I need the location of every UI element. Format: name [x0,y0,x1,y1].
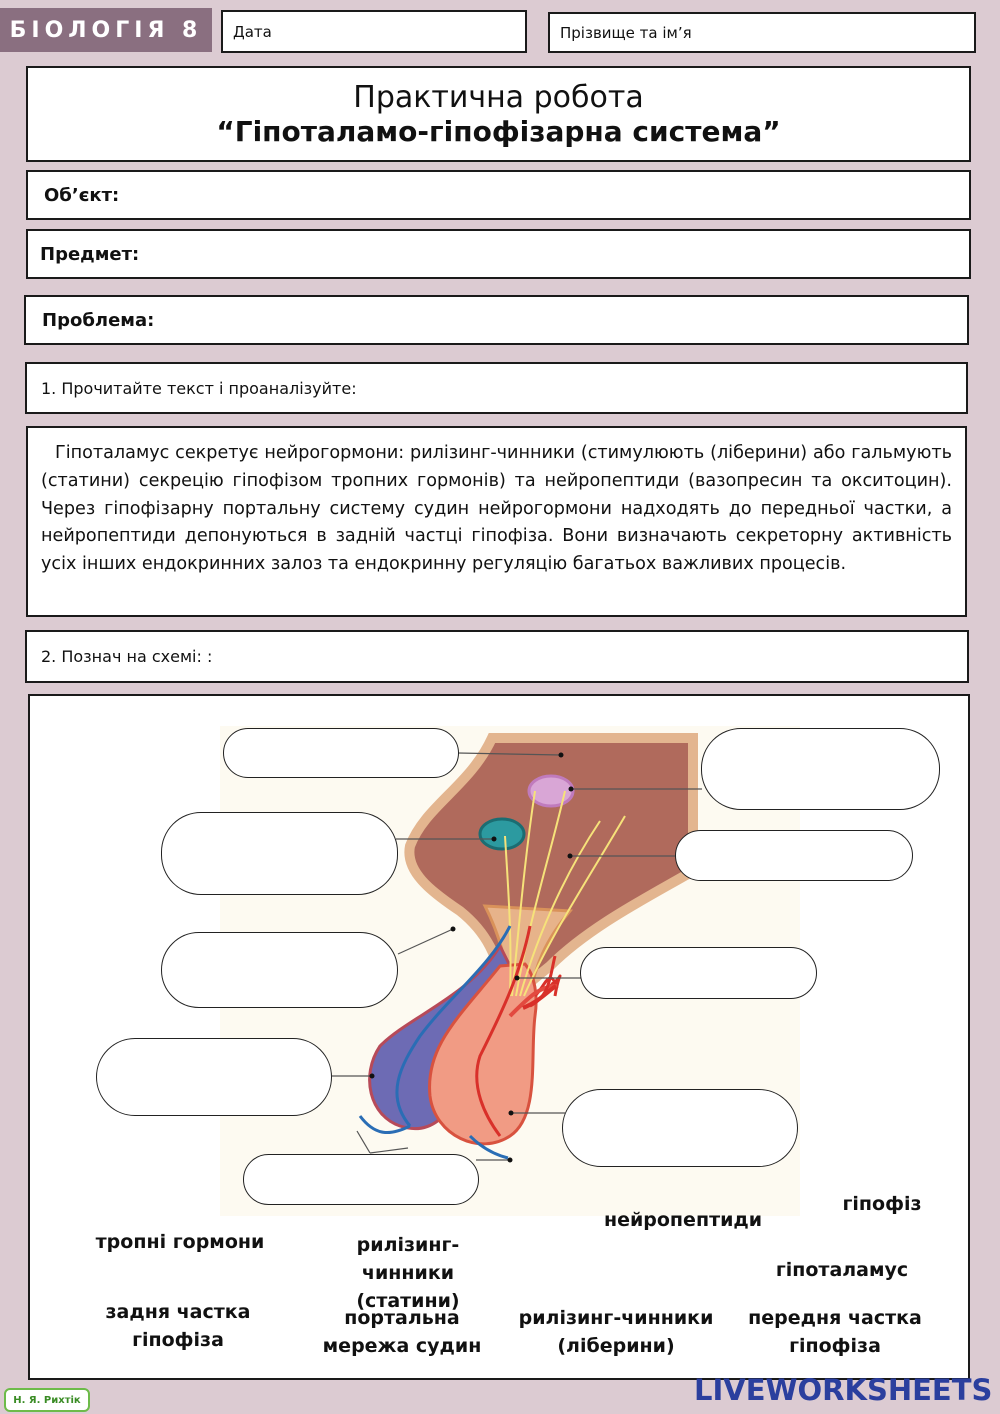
brand-text: LIVEWORKSHEETS [694,1373,993,1407]
word-pituitary[interactable]: гіпофіз [842,1193,922,1215]
subject-tab: БІОЛОГІЯ 8 [0,8,212,52]
name-label: Прізвище та ім’я [560,23,692,42]
task1-text: Гіпоталамус секретує нейрогормони: рилізинг-чинники (стимулюють (ліберини) або гальмують (статини) секрецію гіпофізом тропних гормонів) та нейропептиди (вазопресин та окситоцин). Через гіпофізарну портальну систему судин нейрогормони надходять до передньої частки, а нейропептиди депонуються в задній частці гіпофіза. Вони визначають секреторну активність усіх інших ендокринних залоз та ендокринну регуляцію багатьох важливих процесів. [41,443,952,575]
author-badge [4,1388,90,1412]
page-subtitle: “Гіпоталамо-гіпофізарна система” [216,115,781,148]
answer-slot-9[interactable] [243,1154,479,1205]
word-posterior-lobe[interactable]: задня частка гіпофіза [105,1301,251,1351]
answer-slot-2[interactable] [701,728,940,810]
answer-slot-6[interactable] [580,947,817,999]
date-field[interactable] [221,10,527,53]
word-neuropeptides[interactable]: нейропептиди [603,1209,763,1231]
object-field[interactable] [26,170,971,220]
author-badge-text: Н. Я. Рихтік [13,1394,81,1406]
word-tropic-hormones[interactable]: тропні гормони [95,1231,265,1253]
word-hypothalamus[interactable]: гіпоталамус [775,1259,909,1281]
name-field[interactable] [548,12,976,53]
task1-box [25,362,968,414]
word-portal-network[interactable]: портальна мережа судин [322,1307,482,1357]
subject-matter-label: Предмет: [40,243,140,265]
page-title: Практична робота [353,80,644,115]
answer-slot-1[interactable] [223,728,459,778]
answer-slot-7[interactable] [96,1038,332,1116]
word-releasing-statins[interactable]: рилізинг-чинники (статини) [356,1234,460,1312]
object-label: Об’єкт: [44,184,120,206]
problem-label: Проблема: [42,309,155,331]
answer-slot-3[interactable] [161,812,398,895]
task1-text-box [26,426,967,617]
title-box [26,66,971,162]
task2-label: 2. Познач на схемі: : [41,647,213,666]
problem-field[interactable] [24,295,969,345]
nucleus-teal [480,819,524,849]
brand-logo [690,1372,993,1408]
subject-matter-field[interactable] [26,229,971,279]
diagram-box [28,694,970,1380]
answer-slot-4[interactable] [675,830,913,881]
word-anterior-lobe[interactable]: передня частка гіпофіза [748,1307,922,1357]
answer-slot-8[interactable] [562,1089,798,1167]
nucleus-pink [529,776,573,806]
task1-label: 1. Прочитайте текст і проаналізуйте: [41,378,357,398]
answer-slot-5[interactable] [161,932,398,1008]
task2-box [25,630,969,683]
word-releasing-liberins[interactable]: рилізинг-чинники (ліберини) [518,1307,714,1357]
date-label: Дата [233,22,272,41]
